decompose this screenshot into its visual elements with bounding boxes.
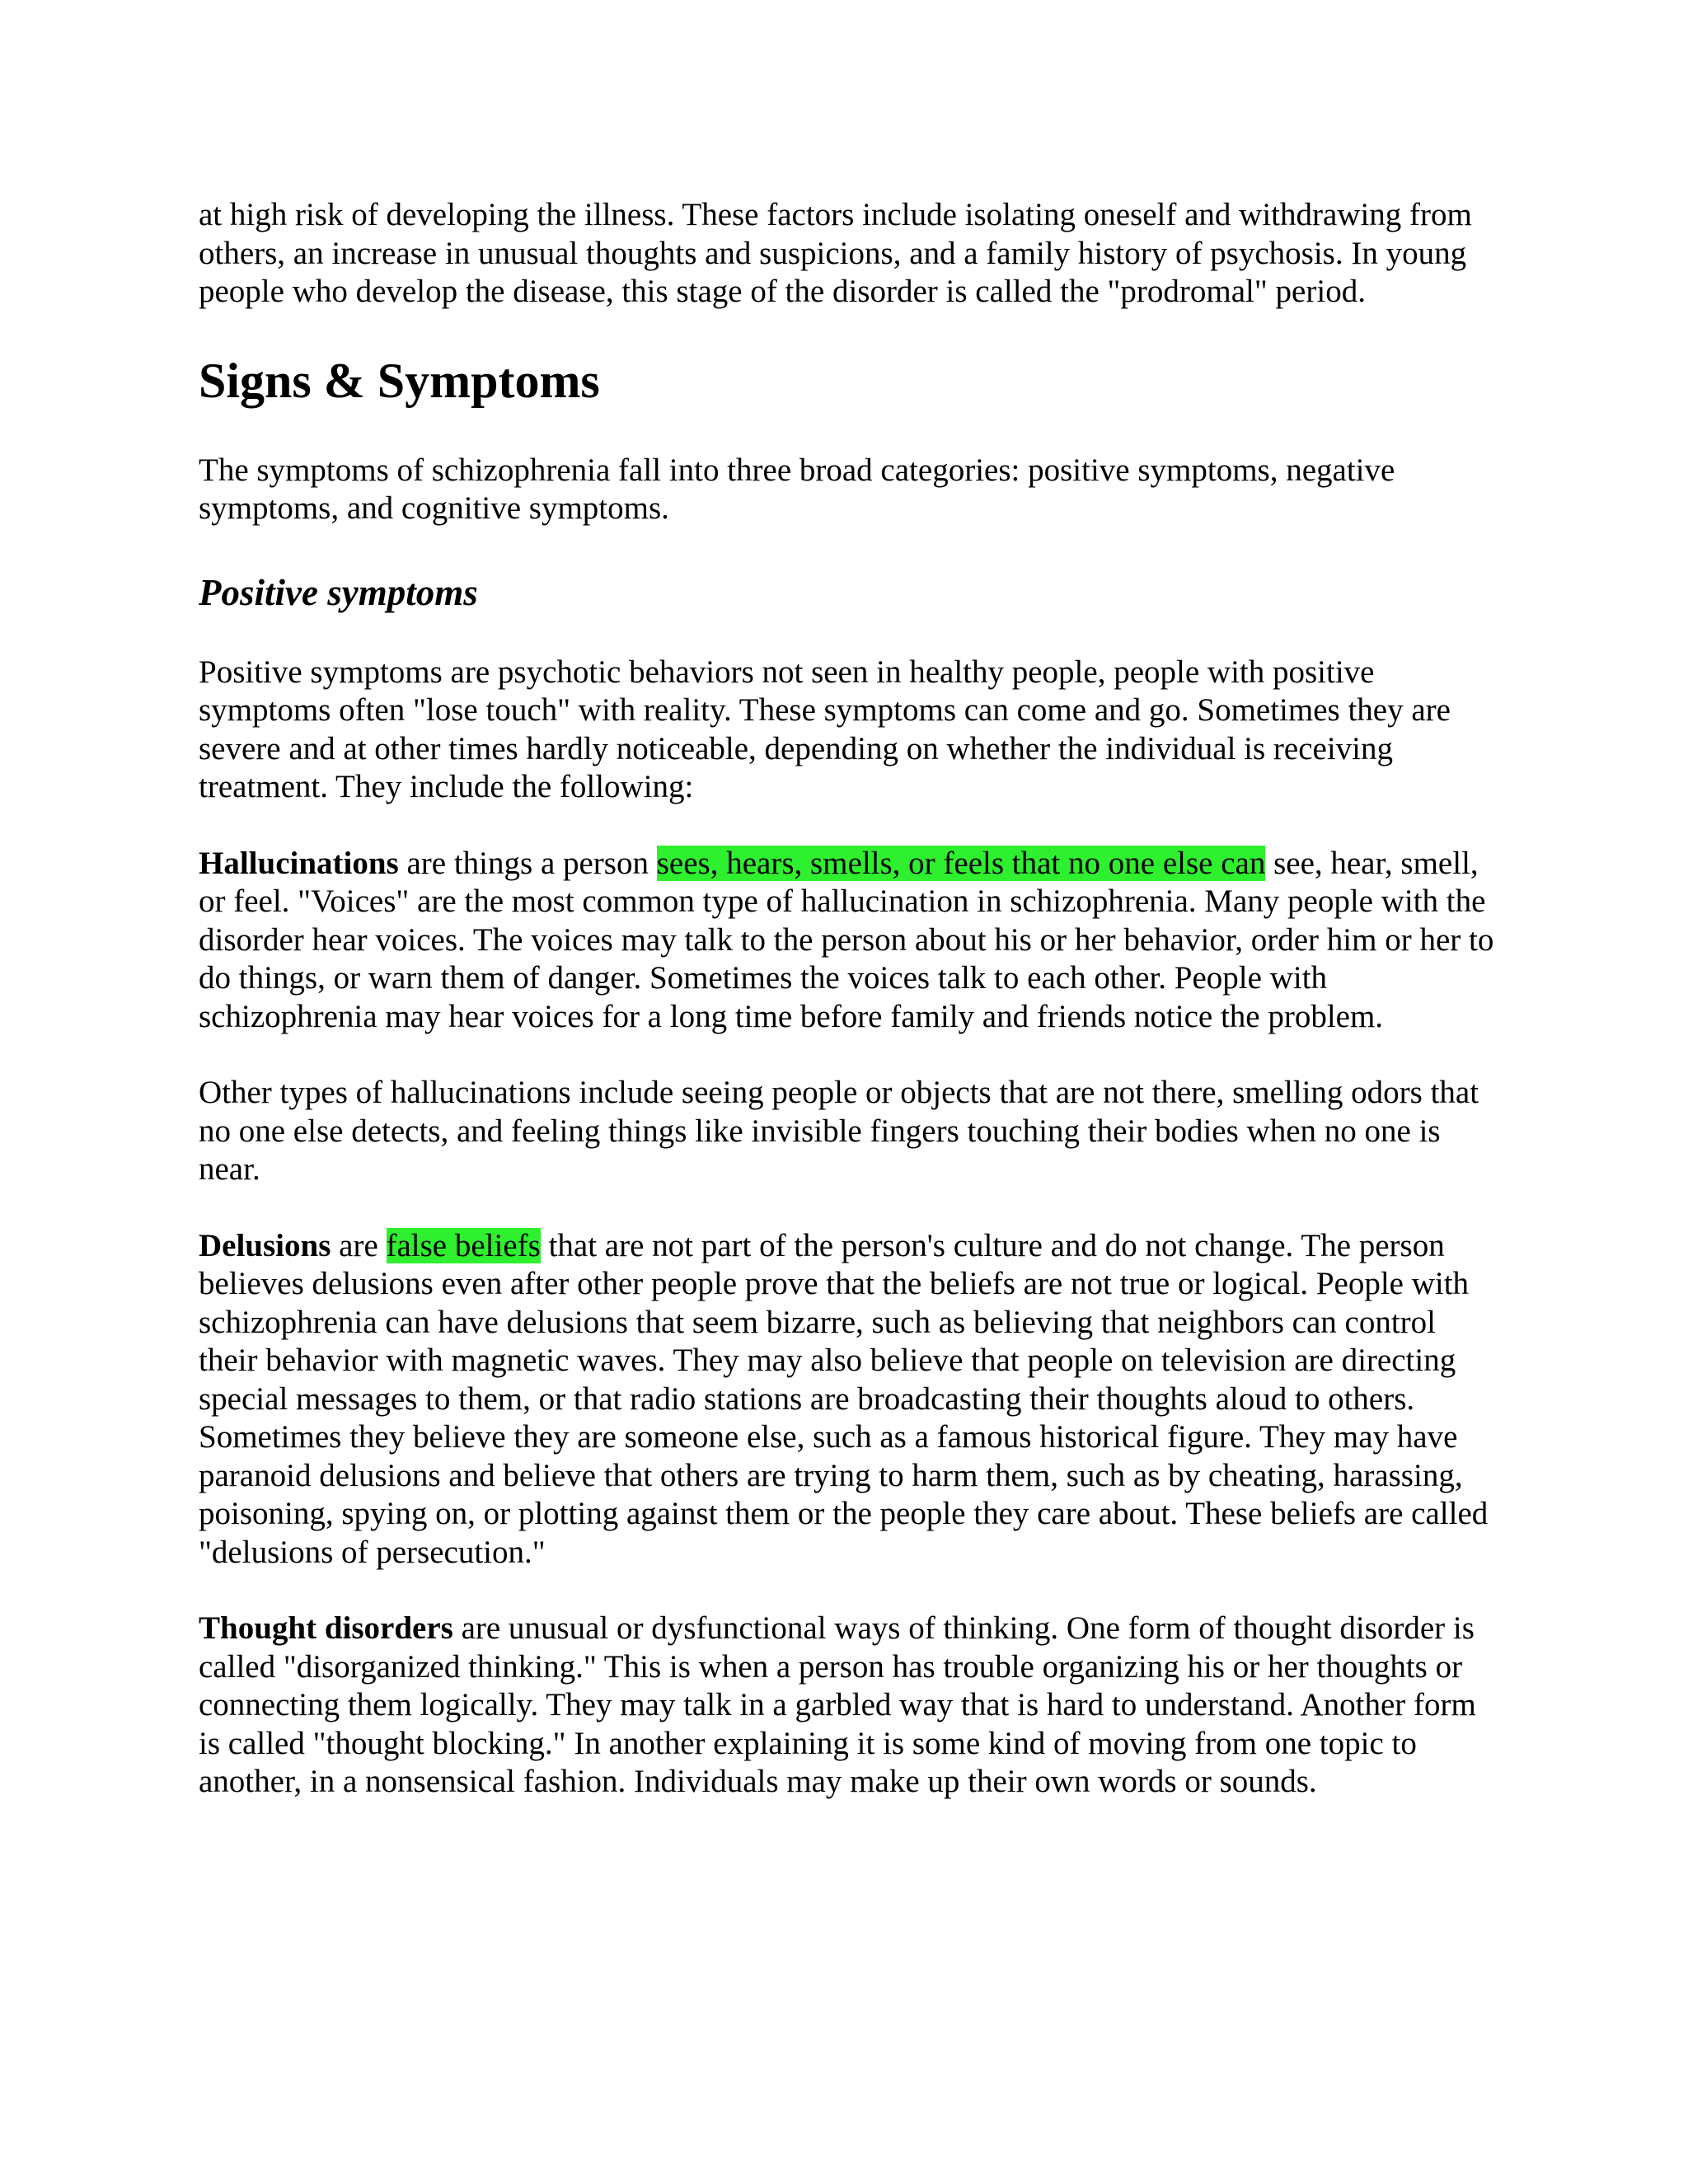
hallucinations-text-before: are things a person bbox=[398, 845, 657, 881]
positive-symptoms-heading: Positive symptoms bbox=[199, 571, 478, 613]
signs-intro-paragraph: The symptoms of schizophrenia fall into three broad categories: positive symptoms, negative symptoms, and cognitive symptoms. bbox=[199, 452, 1395, 526]
delusions-term: Delusions bbox=[199, 1227, 331, 1263]
thought-disorders-text: are unusual or dysfunctional ways of thinking. One form of thought disorder is called "disorganized thinking." This is when a person has trouble organizing his or her thoughts or connecting them logically. They may talk in a garbled way that is hard to understand. Another form is called "thought blocking." In another explaining it is some kind of moving from one topic to another, in a nonsensical fashion. Individuals may make up their own words or sounds. bbox=[199, 1610, 1476, 1799]
hallucinations-paragraph bbox=[199, 845, 1501, 1037]
delusions-paragraph bbox=[199, 1227, 1501, 1572]
positive-intro-paragraph: Positive symptoms are psychotic behaviors not seen in healthy people, people with positive symptoms often "lose touch" with reality. These symptoms can come and go. Sometimes they are severe and at other times hardly noticeable, depending on whether the individual is receiving treatment. They include the following: bbox=[199, 654, 1451, 804]
hallucinations-term: Hallucinations bbox=[199, 845, 399, 881]
thought-disorders-paragraph bbox=[199, 1610, 1501, 1802]
signs-symptoms-heading: Signs & Symptoms bbox=[199, 353, 600, 408]
intro-paragraph: at high risk of developing the illness. These factors include isolating oneself and withdrawing from others, an increase in unusual thoughts and suspicions, and a family history of psychosis. In young people who develop the disease, this stage of the disorder is called the "prodromal" period. bbox=[199, 197, 1472, 309]
delusions-text-after: that are not part of the person's culture and do not change. The person believes delusions even after other people prove that the beliefs are not true or logical. People with schizophrenia can have delusions that seem bizarre, such as believing that neighbors can control their behavior with magnetic waves. They may also believe that people on television are directing special messages to them, or that radio stations are broadcasting their thoughts aloud to others. Sometimes they believe they are someone else, such as a famous historical figure. They may have paranoid delusions and believe that others are trying to harm them, such as by cheating, harassing, poisoning, spying on, or plotting against them or the people they care about. These beliefs are called "delusions of persecution." bbox=[199, 1227, 1489, 1570]
delusions-highlight: false beliefs bbox=[386, 1227, 541, 1263]
hallucinations-highlight: sees, hears, smells, or feels that no one else can bbox=[656, 845, 1266, 881]
thought-disorders-term: Thought disorders bbox=[199, 1610, 453, 1646]
other-hallucinations-paragraph: Other types of hallucinations include seeing people or objects that are not there, smelling odors that no one else detects, and feeling things like invisible fingers touching their bodies when no one is near. bbox=[199, 1075, 1479, 1187]
hallucinations-text-after: see, hear, smell, or feel. "Voices" are the most common type of hallucination in schizophrenia. Many people with the disorder hear voices. The voices may talk to the person about his or her behavior, order him or her to do things, or warn them of danger. Sometimes the voices talk to each other. People with schizophrenia may hear voices for a long time before family and friends notice the problem. bbox=[199, 845, 1494, 1034]
document-body bbox=[199, 196, 1501, 1802]
delusions-text-before: are bbox=[331, 1227, 387, 1263]
